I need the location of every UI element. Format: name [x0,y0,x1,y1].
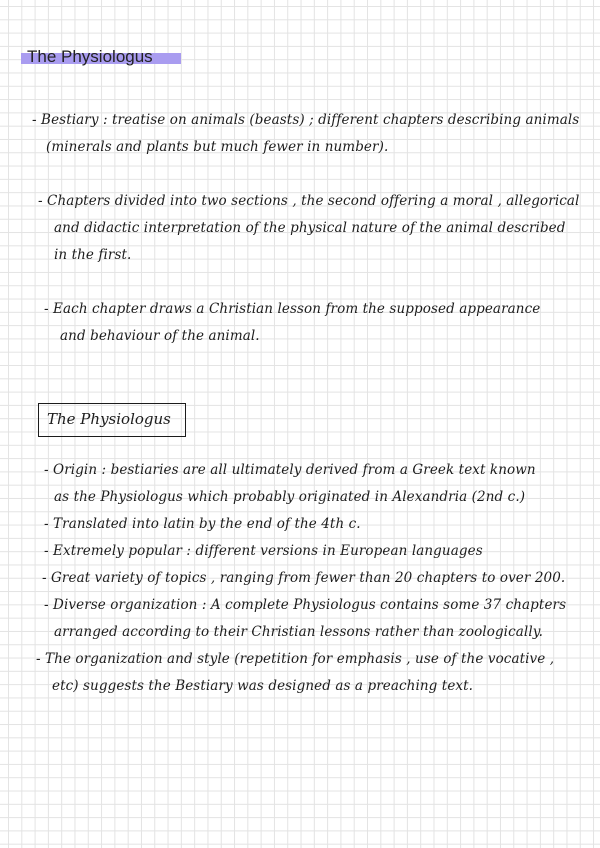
note-line: - Chapters divided into two sections , the second offering a moral , allegorical [38,193,580,209]
note-line: - Origin : bestiaries are all ultimately derived from a Greek text known [44,462,536,478]
note-line: (minerals and plants but much fewer in number). [46,139,389,155]
note-line: as the Physiologus which probably originated in Alexandria (2nd c.) [54,489,526,505]
note-line: - Diverse organization : A complete Physiologus contains some 37 chapters [44,597,567,613]
note-line: - Bestiary : treatise on animals (beasts) ; different chapters describing animals [32,112,580,128]
note-line: - Great variety of topics , ranging from fewer than 20 chapters to over 200. [42,570,566,586]
note-line: - The organization and style (repetition for emphasis , use of the vocative , [36,651,555,667]
page-title: The Physiologus [21,47,181,67]
note-line: - Translated into latin by the end of the 4th c. [44,516,361,532]
note-line: etc) suggests the Bestiary was designed as a preaching text. [52,678,474,694]
note-line: - Extremely popular : different versions in European languages [44,543,483,559]
note-line: arranged according to their Christian lessons rather than zoologically. [54,624,544,640]
note-line: and didactic interpretation of the physical nature of the animal described [54,220,566,236]
note-line: and behaviour of the animal. [60,328,260,344]
note-line: in the first. [54,247,132,263]
section-heading: The Physiologus [38,403,186,437]
note-line: - Each chapter draws a Christian lesson from the supposed appearance [44,301,541,317]
